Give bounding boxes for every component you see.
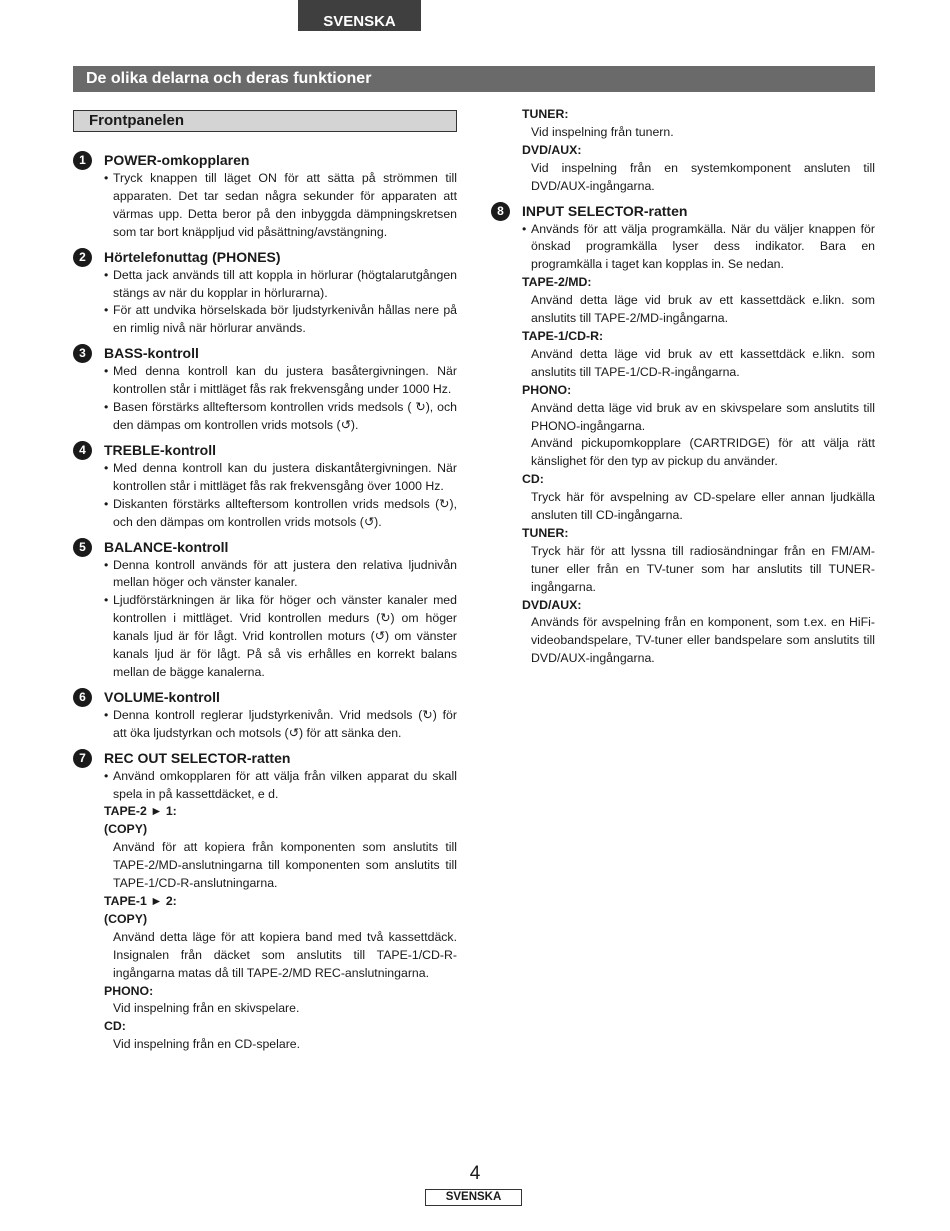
option-label: (COPY) xyxy=(104,822,148,837)
option-text: Vid inspelning från en skivspelare. xyxy=(113,1001,300,1016)
number-badge: 5 xyxy=(73,538,92,557)
option-text: Tryck här för att lyssna till radiosändningar från en FM/AM-tuner eller från en TV-tuner som har anslutits till TUNER-ingångarna. xyxy=(531,543,875,594)
option-label: DVD/AUX: xyxy=(522,597,582,612)
option-label: PHONO: xyxy=(104,983,154,998)
bullet-text: • För att undvika hörselskada bör ljudstyrkenivån hållas nere på en rimlig nivå när hörlurar används. xyxy=(73,302,457,338)
item-title: BASS-kontroll xyxy=(104,345,199,362)
number-badge: 4 xyxy=(73,441,92,460)
item-power xyxy=(73,151,457,170)
item-treble xyxy=(73,441,457,460)
bullet-text: • Denna kontroll används för att justera den relativa ljudnivån mellan höger och vänster kanaler. xyxy=(73,557,457,593)
option-text: Använd detta läge vid bruk av ett kassettdäck e.likn. som anslutits till TAPE-1/CD-R-ingångarna. xyxy=(531,346,875,379)
option-label: TAPE-1/CD-R: xyxy=(522,328,604,343)
option-text: Vid inspelning från en CD-spelare. xyxy=(113,1037,301,1052)
left-column xyxy=(73,151,457,1054)
item-title: TREBLE-kontroll xyxy=(104,441,216,458)
option-text: Vid inspelning från tunern. xyxy=(531,124,674,139)
number-badge: 1 xyxy=(73,151,92,170)
number-badge: 8 xyxy=(491,202,510,221)
option-label: CD: xyxy=(522,472,544,487)
item-rec-out-selector xyxy=(73,749,457,768)
bullet-text: • Använd omkopplaren för att välja från vilken apparat du skall spela in på kassettdäcket, e d. xyxy=(73,768,457,804)
bullet-text: • Denna kontroll reglerar ljudstyrkenivån. Vrid medsols (↻) för att öka ljudstyrkan och motsols (↺) för att sänka den. xyxy=(73,707,457,743)
bullet-text: • Med denna kontroll kan du justera basåtergivningen. När kontrollen står i mittläget fås rak frekvensgång under 1000 Hz. xyxy=(73,363,457,399)
option-label: TUNER: xyxy=(522,525,569,540)
language-tab: SVENSKA xyxy=(298,0,421,31)
number-badge: 3 xyxy=(73,344,92,363)
bullet-text: • Diskanten förstärks allteftersom kontrollen vrids medsols (↻), och den dämpas om kontrollen vrids motsols (↺). xyxy=(73,496,457,532)
bullet-text: • Tryck knappen till läget ON för att sätta på strömmen till apparaten. Det tar sedan några sekunder för apparaten att värmas upp. Detta beror på den inbyggda dämpningskretsen som tar bort knäppljud vid påsättning/avstängning. xyxy=(73,170,457,242)
item-volume xyxy=(73,688,457,707)
bullet-text: • Detta jack används till att koppla in hörlurar (högtalarutgången stängs av när du kopplar in hörlurarna). xyxy=(73,267,457,303)
option-label: PHONO: xyxy=(522,382,572,397)
item-phones xyxy=(73,248,457,267)
option-text: Använd pickupomkopplare (CARTRIDGE) för att välja rätt känslighet för den typ av pickup du använder. xyxy=(531,436,875,469)
item-title: VOLUME-kontroll xyxy=(104,688,220,705)
option-label: TAPE-1 ► 2: xyxy=(104,894,177,908)
option-label: TUNER: xyxy=(522,107,569,121)
bullet-text: • Med denna kontroll kan du justera diskantåtergivningen. När kontrollen står i mittläget fås rak frekvensgång över 1000 Hz. xyxy=(73,460,457,496)
item-title: Hörtelefonuttag (PHONES) xyxy=(104,248,281,265)
number-badge: 7 xyxy=(73,749,92,768)
item-input-selector xyxy=(491,202,875,221)
option-text: Använd detta läge för att kopiera band med två kassettdäck. Insignalen från däcket som anslutits till TAPE-1/CD-R-ingångarna matas då till TAPE-2/MD REC-anslutningarna. xyxy=(113,929,457,980)
number-badge: 2 xyxy=(73,248,92,267)
option-text: Används för avspelning från en komponent, som t.ex. en HiFi-videobandspelare, TV-tuner eller bandspelare som anslutits till DVD/AUX-ingångarna. xyxy=(531,615,875,666)
right-column xyxy=(491,106,875,668)
bullet-text: • Basen förstärks allteftersom kontrollen vrids medsols ( ↻), och den dämpas om kontrollen vrids motsols (↺). xyxy=(73,399,457,435)
item-title: REC OUT SELECTOR-ratten xyxy=(104,749,291,766)
number-badge: 6 xyxy=(73,688,92,707)
option-label: (COPY) xyxy=(104,911,148,926)
bullet-text: • Ljudförstärkningen är lika för höger och vänster kanaler med kontrollen i mittläget. Vrid kontrollen medurs (↻) om höger kanals ljud är för lågt. Vrid kontrollen moturs (↺) om vänster kanals ljud är för lågt. På så vis erhålles en korrekt balans mellan de bägge kanalerna. xyxy=(73,592,457,682)
option-label: TAPE-2 ► 1: xyxy=(104,804,177,819)
item-title: BALANCE-kontroll xyxy=(104,538,229,555)
bullet-text: • Används för att välja programkälla. När du väljer knappen för önskad programkälla lyser dess indikator. Bara en programkälla i taget kan kopplas in. Se nedan. xyxy=(491,221,875,275)
item-title: POWER-omkopplaren xyxy=(104,152,250,168)
subsection-title: Frontpanelen xyxy=(73,110,457,132)
section-title: De olika delarna och deras funktioner xyxy=(73,66,875,92)
item-title: INPUT SELECTOR-ratten xyxy=(522,202,688,219)
option-label: DVD/AUX: xyxy=(522,142,582,157)
option-text: Använd detta läge vid bruk av en skivspelare som anslutits till PHONO-ingångarna. xyxy=(531,400,875,433)
option-text: Använd för att kopiera från komponenten som anslutits till TAPE-2/MD-anslutningarna till komponenten som anslutits till TAPE-1/CD-R-anslutningarna. xyxy=(113,840,457,891)
option-label: TAPE-2/MD: xyxy=(522,275,592,290)
item-bass xyxy=(73,344,457,363)
item-balance xyxy=(73,538,457,557)
footer-language-tab: SVENSKA xyxy=(425,1189,522,1206)
page-number: 4 xyxy=(469,1163,481,1184)
option-label: CD: xyxy=(104,1019,126,1034)
option-text: Vid inspelning från en systemkomponent ansluten till DVD/AUX-ingångarna. xyxy=(531,160,875,193)
option-text: Tryck här för avspelning av CD-spelare eller annan ljudkälla ansluten till CD-ingångarna. xyxy=(531,490,875,523)
option-text: Använd detta läge vid bruk av ett kassettdäck e.likn. som anslutits till TAPE-2/MD-ingångarna. xyxy=(531,293,875,326)
